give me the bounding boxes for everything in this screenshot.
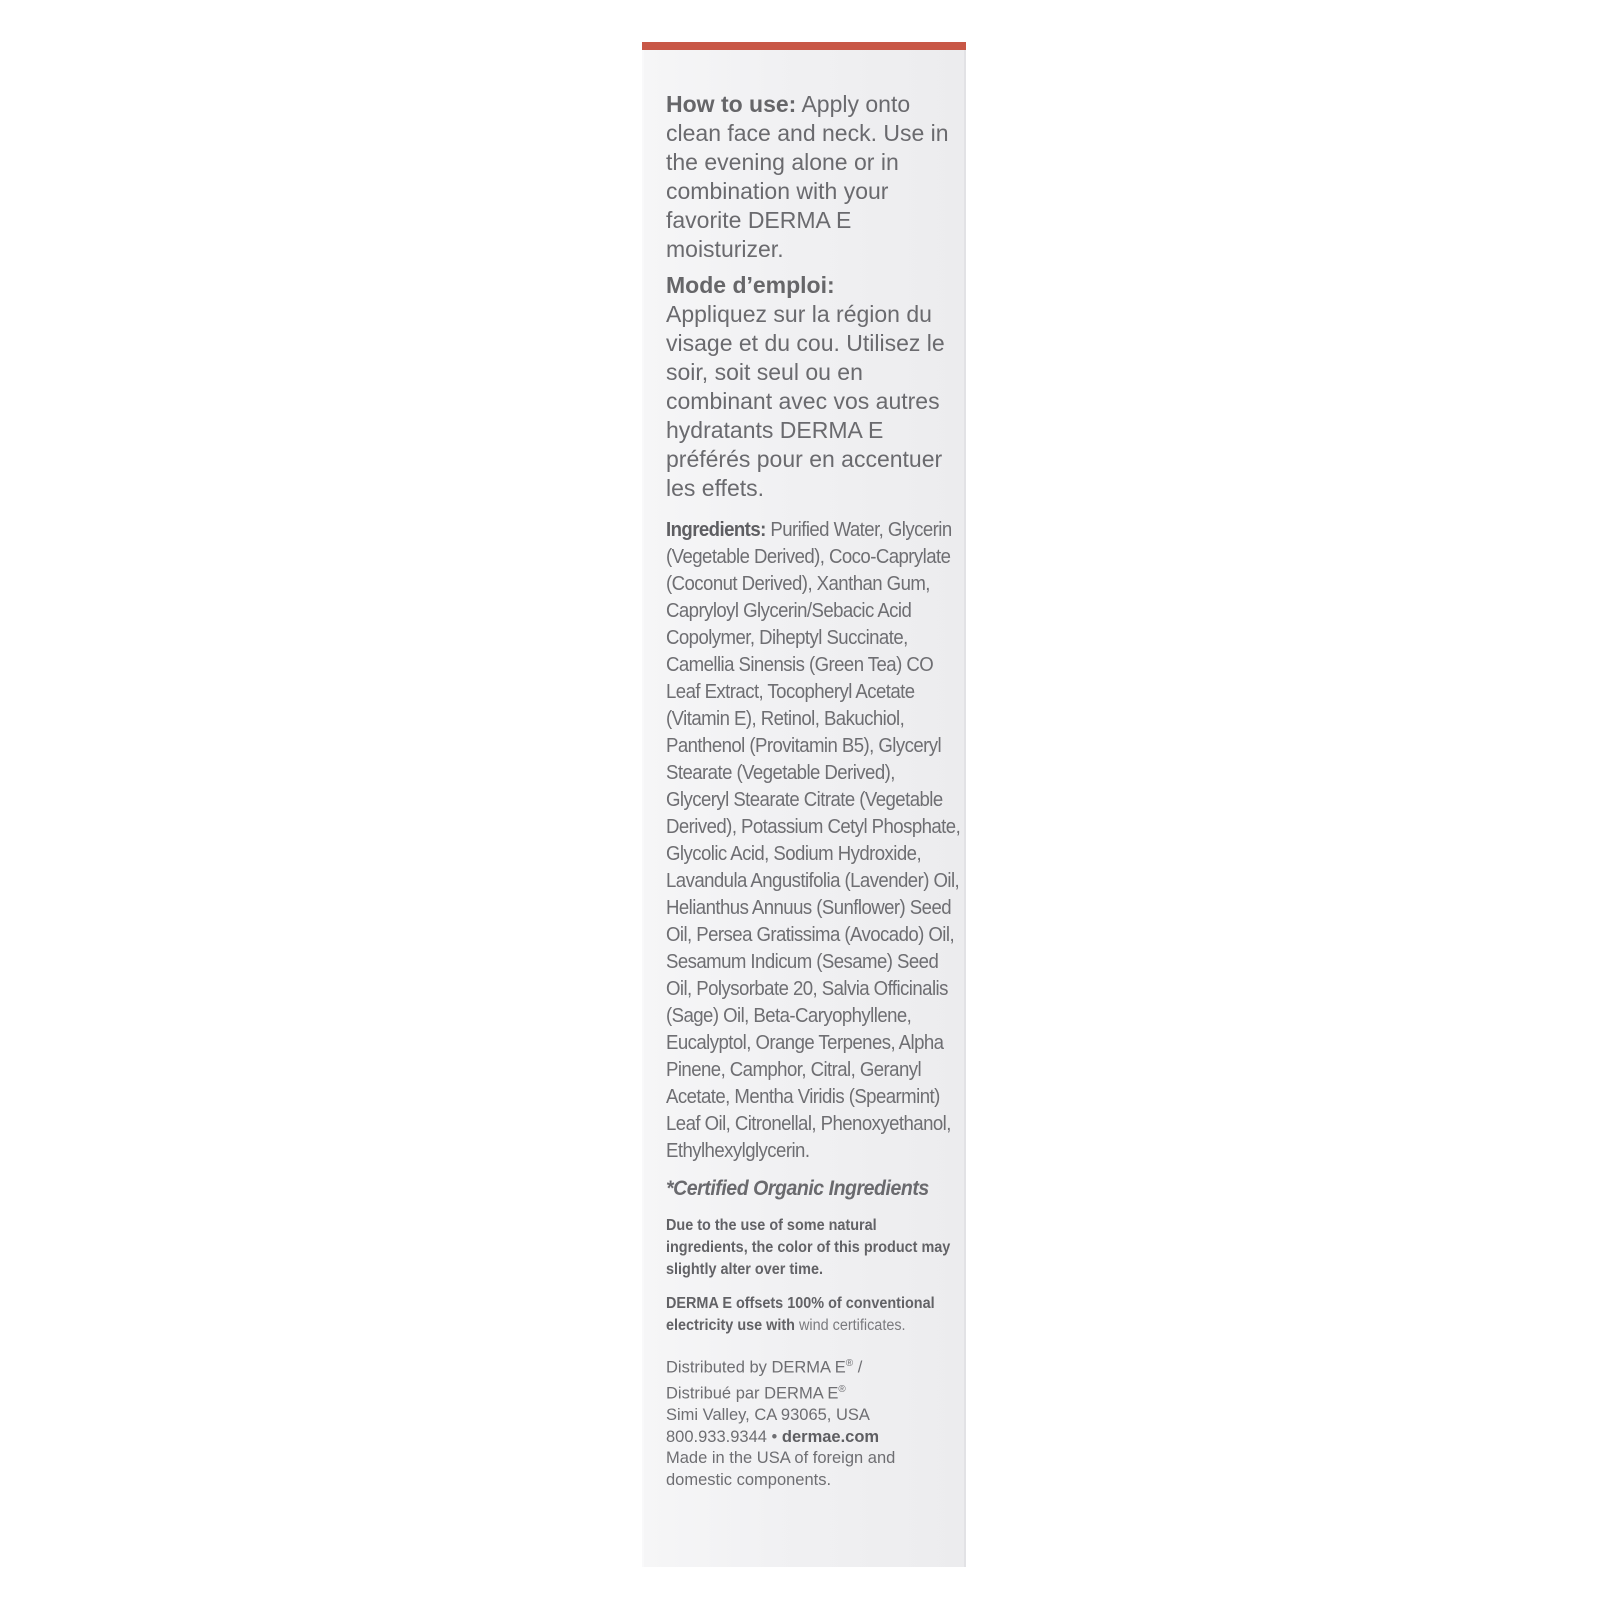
- wind-certificates-note: [666, 1293, 962, 1337]
- distribue-par-text: Distribué par DERMA E: [666, 1384, 839, 1403]
- made-in-usa-line: Made in the USA of foreign and domestic components.: [666, 1449, 896, 1489]
- how-to-use-section: [666, 90, 962, 264]
- registered-mark: ®: [838, 1384, 846, 1395]
- distributed-by-line: [666, 1353, 962, 1379]
- address-line: Simi Valley, CA 93065, USA: [666, 1406, 870, 1424]
- top-accent-stripe: [642, 42, 966, 50]
- phone-number: 800.933.9344: [666, 1427, 767, 1446]
- bullet-separator: •: [766, 1427, 782, 1446]
- product-box-side-panel: [642, 42, 966, 1567]
- website-link: dermae.com: [781, 1427, 880, 1446]
- wind-note-bold: DERMA E offsets 100% of conventional electricity use with: [666, 1295, 935, 1334]
- label-content: [666, 90, 962, 1491]
- distributed-by-text: Distributed by DERMA E: [666, 1358, 846, 1377]
- ingredients-section: [666, 517, 962, 1165]
- ingredients-heading: Ingredients:: [666, 519, 766, 541]
- distributed-by-suffix: /: [853, 1358, 863, 1377]
- wind-note-light: wind certificates.: [794, 1317, 906, 1334]
- distribue-par-line: [666, 1379, 962, 1405]
- distribution-info: [666, 1353, 962, 1491]
- how-to-use-text: Apply onto clean face and neck. Use in the evening alone or in combination with your favorite DERMA E moisturizer.: [666, 91, 949, 262]
- how-to-use-heading: How to use:: [666, 91, 797, 117]
- mode-emploi-section: [666, 271, 962, 503]
- ingredients-list: Purified Water, Glycerin (Vegetable Derived), Coco-Caprylate (Coconut Derived), Xanthan Gum, Capryloyl Glycerin/Sebacic Acid Copolymer, Diheptyl Succinate, Camellia Sinensis (Green Tea) CO Leaf Extract, Tocopheryl Acetate (Vitamin E), Retinol, Bakuchiol, Panthenol (Provitamin B5), Glyceryl Stearate (Vegetable Derived), Glyceryl Stearate Citrate (Vegetable Derived), Potassium Cetyl Phosphate, Glycolic Acid, Sodium Hydroxide, Lavandula Angustifolia (Lavender) Oil, Helianthus Annuus (Sunflower) Seed Oil, Persea Gratissima (Avocado) Oil, Sesamum Indicum (Sesame) Seed Oil, Polysorbate 20, Salvia Officinalis (Sage) Oil, Beta-Caryophyllene, Eucalyptol, Orange Terpenes, Alpha Pinene, Camphor, Citral, Geranyl Acetate, Mentha Viridis (Spearmint) Leaf Oil, Citronellal, Phenoxyethanol, Ethylhexylglycerin.: [666, 519, 961, 1162]
- mode-emploi-text: Appliquez sur la région du visage et du cou. Utilisez le soir, soit seul ou en combinant avec vos autres hydratants DERMA E préférés pour en accentuer les effets.: [666, 301, 945, 501]
- contact-line: [666, 1427, 962, 1449]
- organic-note: *Certified Organic Ingredients: [666, 1177, 929, 1200]
- color-change-note: Due to the use of some natural ingredients, the color of this product may slightly alter over time.: [666, 1217, 951, 1278]
- mode-emploi-heading: Mode d’emploi:: [666, 272, 835, 298]
- registered-mark: ®: [845, 1358, 854, 1369]
